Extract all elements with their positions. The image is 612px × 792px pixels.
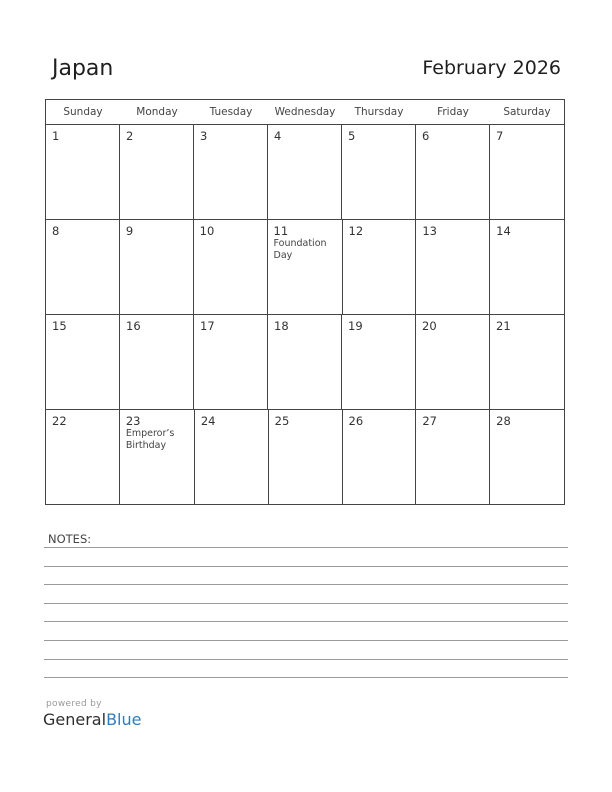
weekday-label: Sunday	[63, 106, 103, 118]
day-cell	[490, 315, 564, 409]
day-cell	[490, 125, 564, 219]
day-cell	[343, 220, 417, 314]
day-number: 8	[52, 224, 60, 238]
note-line	[44, 566, 568, 567]
week-row	[46, 315, 564, 410]
day-cell	[416, 410, 490, 505]
brand-general: General	[43, 710, 107, 729]
country-title: Japan	[52, 56, 114, 81]
day-cell	[490, 220, 564, 314]
day-cell	[194, 220, 268, 314]
day-number: 15	[52, 319, 67, 333]
week-row	[46, 125, 564, 220]
day-cell	[416, 315, 490, 409]
day-number: 10	[199, 224, 215, 238]
day-cell	[194, 125, 268, 219]
day-number: 23	[125, 414, 141, 428]
day-cell	[342, 125, 416, 219]
day-number: 13	[422, 224, 437, 238]
note-line	[44, 603, 568, 604]
day-number: 11	[273, 224, 289, 238]
day-number: 6	[422, 129, 430, 143]
note-line	[44, 640, 568, 641]
generalblue-logo	[43, 710, 141, 729]
weekday-label: Wednesday	[274, 106, 336, 118]
month-title: February 2026	[422, 57, 561, 79]
day-number: 21	[496, 319, 511, 333]
holiday-label: Foundation Day	[273, 238, 327, 261]
weeks-container	[46, 125, 564, 505]
day-number: 27	[422, 414, 437, 428]
weekday-label: Thursday	[354, 106, 404, 118]
weekday-header-row	[46, 100, 564, 125]
day-number: 3	[200, 129, 208, 143]
day-number: 14	[496, 224, 511, 238]
day-cell	[343, 410, 417, 505]
weekday-label: Tuesday	[209, 106, 253, 118]
day-number: 4	[274, 129, 282, 143]
day-number: 26	[348, 414, 364, 428]
day-number: 25	[274, 414, 290, 428]
day-cell	[120, 220, 194, 314]
day-cell	[46, 125, 120, 219]
day-number: 2	[126, 129, 134, 143]
day-number: 24	[200, 414, 216, 428]
day-cell	[490, 410, 564, 505]
day-cell	[46, 410, 120, 505]
day-cell	[342, 315, 416, 409]
day-number: 1	[52, 129, 60, 143]
note-line	[44, 547, 568, 548]
day-cell	[268, 315, 342, 409]
brand-blue: Blue	[106, 710, 142, 729]
day-cell	[268, 125, 342, 219]
week-row	[46, 410, 564, 505]
week-row	[46, 220, 564, 315]
day-number: 5	[348, 129, 356, 143]
day-cell	[416, 220, 490, 314]
day-cell	[268, 220, 343, 314]
calendar-grid	[45, 99, 565, 505]
notes-label: NOTES:	[48, 532, 92, 546]
note-line	[44, 659, 568, 660]
day-cell	[195, 410, 269, 505]
day-cell	[120, 315, 194, 409]
weekday-label: Saturday	[503, 106, 551, 118]
day-number: 28	[496, 414, 511, 428]
day-cell	[194, 315, 268, 409]
day-cell	[416, 125, 490, 219]
powered-by-text: powered by	[46, 699, 102, 709]
day-number: 22	[52, 414, 67, 428]
day-number: 16	[126, 319, 141, 333]
day-cell	[120, 125, 194, 219]
day-number: 20	[422, 319, 437, 333]
weekday-label: Monday	[136, 106, 178, 118]
holiday-label: Emperor’s Birthday	[125, 428, 175, 451]
day-number: 12	[348, 224, 364, 238]
day-cell	[120, 410, 195, 505]
day-number: 9	[125, 224, 134, 238]
note-line	[44, 584, 568, 585]
day-number: 7	[496, 129, 504, 143]
day-cell	[46, 315, 120, 409]
day-cell	[46, 220, 120, 314]
day-number: 18	[274, 319, 289, 333]
weekday-label: Friday	[437, 106, 469, 118]
note-line	[44, 677, 568, 678]
day-number: 17	[200, 319, 215, 333]
day-cell	[269, 410, 343, 505]
day-number: 19	[348, 319, 363, 333]
note-line	[44, 621, 568, 622]
